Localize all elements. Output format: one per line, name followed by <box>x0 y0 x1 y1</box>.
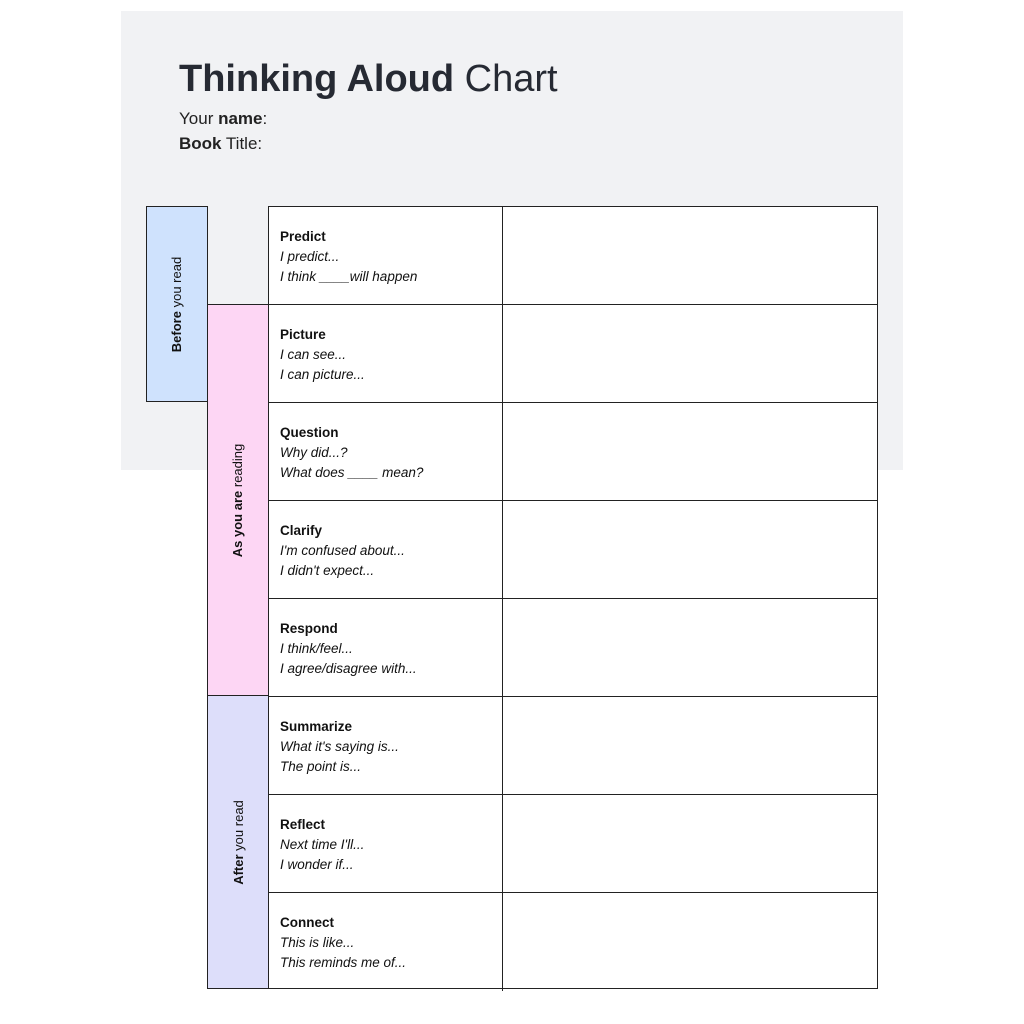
strategy-label: Respond <box>280 621 338 636</box>
sentence-stem: Why did...? <box>280 445 348 460</box>
phase-before-bold: Before <box>169 310 185 352</box>
sentence-stem: I can picture... <box>280 367 365 382</box>
phase-during <box>207 304 269 696</box>
title-rest: Chart <box>464 58 558 100</box>
book-label: Book <box>179 134 222 153</box>
name-colon: : <box>262 109 268 128</box>
table-row <box>269 697 877 795</box>
table-row <box>269 795 877 893</box>
phase-after-rest: you read <box>230 799 246 851</box>
response-cell[interactable] <box>503 795 877 892</box>
response-cell[interactable] <box>503 305 877 402</box>
name-label: name <box>218 109 263 128</box>
prompt-cell <box>269 207 503 304</box>
phase-during-label <box>231 443 246 556</box>
phase-before-rest: you read <box>169 256 185 307</box>
sentence-stem: I wonder if... <box>280 857 354 872</box>
prompt-cell <box>269 599 503 696</box>
page-title <box>179 56 558 102</box>
strategy-label: Question <box>280 425 339 440</box>
book-title-line <box>179 133 262 155</box>
title-bold: Thinking Aloud <box>179 58 455 100</box>
sentence-stem: What it's saying is... <box>280 739 399 754</box>
response-cell[interactable] <box>503 599 877 696</box>
table-row <box>269 207 877 305</box>
table-row <box>269 599 877 697</box>
phase-before-label <box>170 256 185 351</box>
strategy-label: Clarify <box>280 523 323 538</box>
prompt-cell <box>269 403 503 500</box>
sentence-stem: I predict... <box>280 249 340 264</box>
phase-during-rest: reading <box>230 443 246 487</box>
sentence-stem: I think ____will happen <box>280 269 418 284</box>
table-row <box>269 305 877 403</box>
sentence-stem: I can see... <box>280 347 347 362</box>
phase-after-label <box>231 800 246 885</box>
strategy-label: Reflect <box>280 817 326 832</box>
sentence-stem: The point is... <box>280 759 362 774</box>
sentence-stem: Next time I'll... <box>280 837 365 852</box>
thinking-aloud-table <box>268 206 878 989</box>
phase-before <box>146 206 208 402</box>
prompt-cell <box>269 893 503 991</box>
sentence-stem: I'm confused about... <box>280 543 405 558</box>
table-row <box>269 403 877 501</box>
book-title-suffix: Title: <box>225 134 263 153</box>
sentence-stem: This is like... <box>280 935 355 950</box>
table-row <box>269 501 877 599</box>
sentence-stem: I didn't expect... <box>280 563 375 578</box>
prompt-cell <box>269 697 503 794</box>
response-cell[interactable] <box>503 501 877 598</box>
strategy-label: Connect <box>280 915 334 930</box>
response-cell[interactable] <box>503 403 877 500</box>
sentence-stem: This reminds me of... <box>280 955 407 970</box>
table-row <box>269 893 877 991</box>
prompt-cell <box>269 305 503 402</box>
strategy-label: Predict <box>280 229 326 244</box>
prompt-cell <box>269 501 503 598</box>
phase-after-bold: After <box>230 853 246 885</box>
response-cell[interactable] <box>503 893 877 991</box>
sentence-stem: What does ____ mean? <box>280 465 424 480</box>
name-line <box>179 108 267 130</box>
name-prefix: Your <box>179 109 214 128</box>
phase-after <box>207 695 269 989</box>
phase-during-bold: As you are <box>230 490 246 557</box>
response-cell[interactable] <box>503 697 877 794</box>
strategy-label: Summarize <box>280 719 353 734</box>
sentence-stem: I agree/disagree with... <box>280 661 417 676</box>
response-cell[interactable] <box>503 207 877 304</box>
strategy-label: Picture <box>280 327 326 342</box>
prompt-cell <box>269 795 503 892</box>
sentence-stem: I think/feel... <box>280 641 353 656</box>
